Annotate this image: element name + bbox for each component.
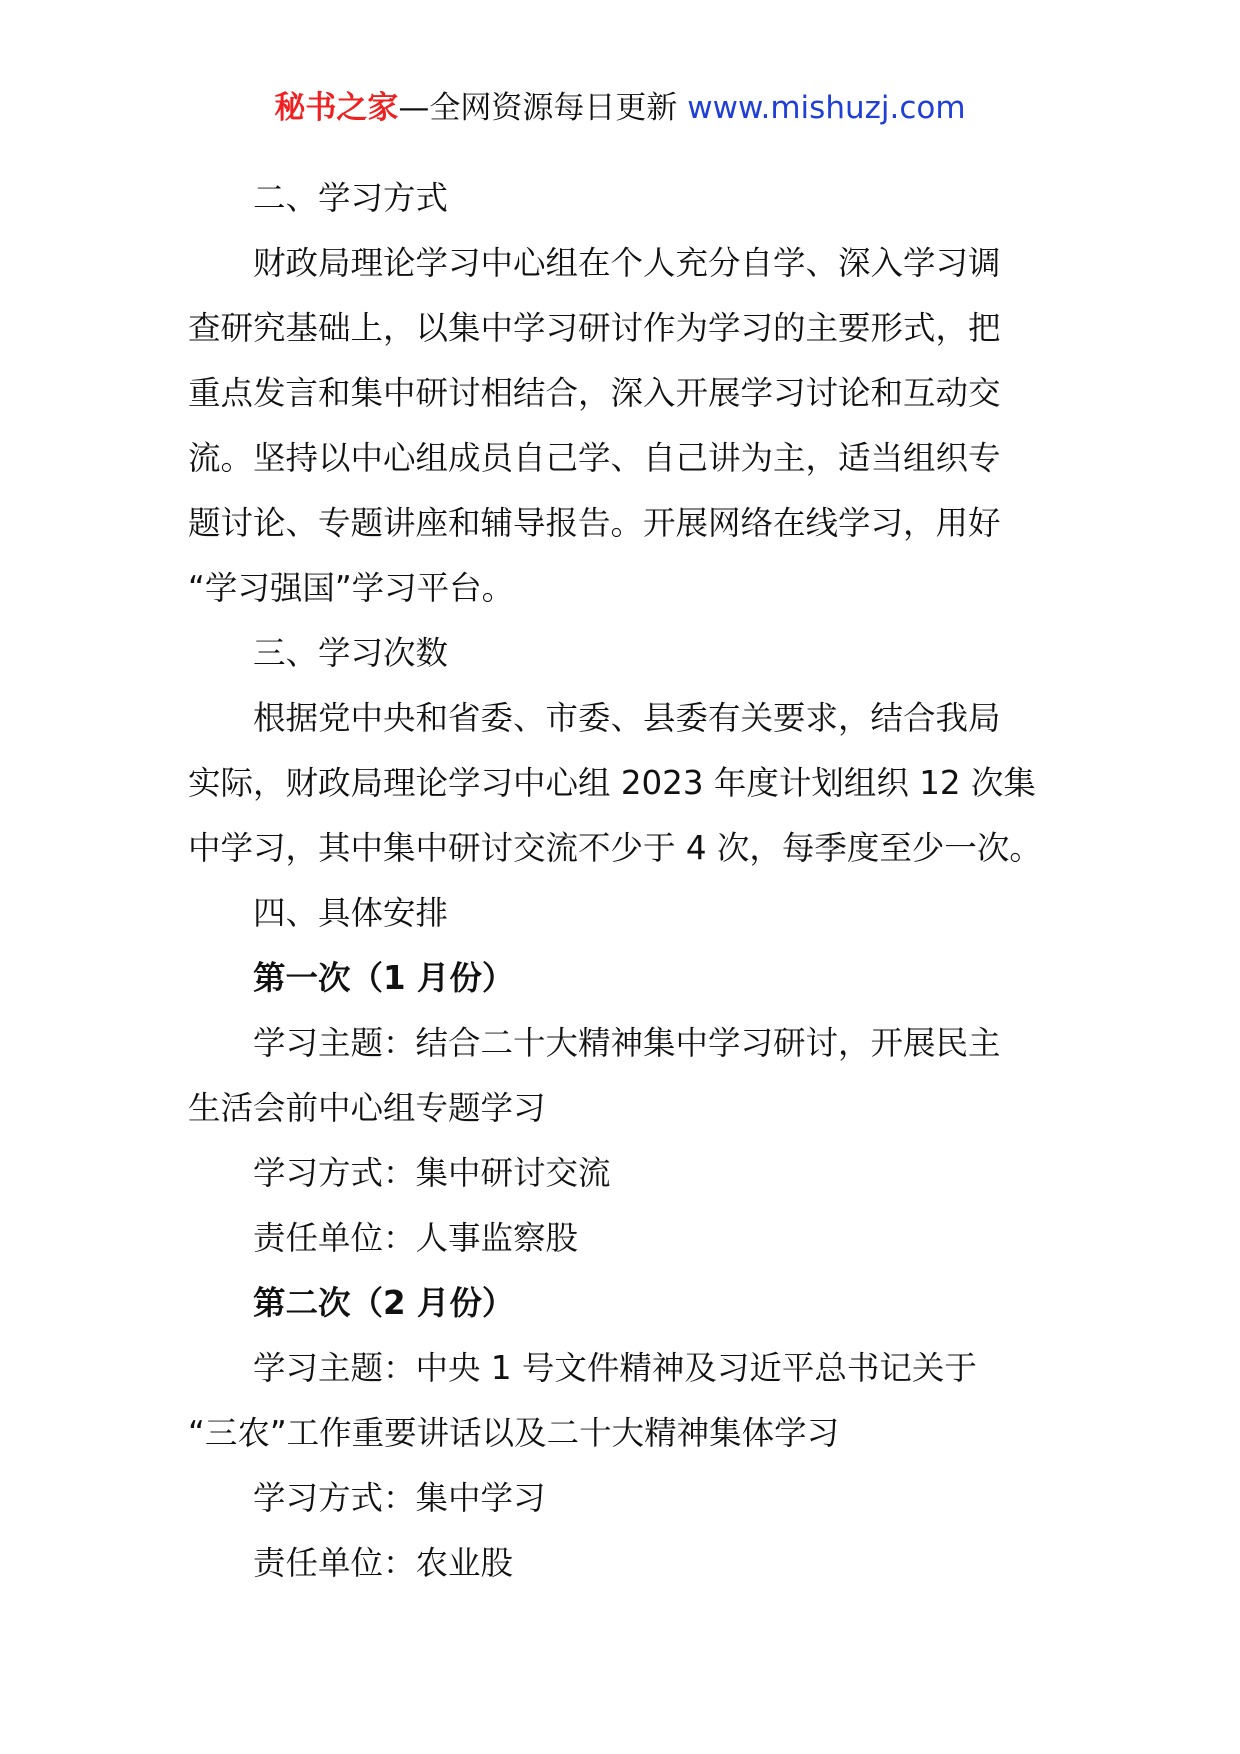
paragraph-line: 财政局理论学习中心组在个人充分自学、深入学习调	[253, 244, 1001, 282]
session-block-1	[188, 946, 1068, 1271]
session-method: 学习方式：集中学习	[253, 1479, 546, 1517]
paragraph-line: “学习强国”学习平台。	[188, 569, 515, 607]
session-topic-line: “三农”工作重要讲话以及二十大精神集体学习	[188, 1414, 840, 1452]
session-unit: 责任单位：人事监察股	[253, 1219, 579, 1257]
paragraph-line: 查研究基础上，以集中学习研讨作为学习的主要形式，把	[188, 309, 1001, 347]
session-method: 学习方式：集中研讨交流	[253, 1154, 611, 1192]
document-body	[188, 166, 1068, 1596]
session-topic-line: 学习主题：结合二十大精神集中学习研讨，开展民主	[253, 1024, 1001, 1062]
method-paragraph	[188, 231, 1068, 621]
site-banner	[0, 86, 1240, 130]
site-url-link[interactable]: www.mishuzj.com	[687, 90, 966, 126]
section-heading-count: 三、学习次数	[253, 634, 449, 672]
brand-name[interactable]: 秘书之家	[274, 90, 399, 126]
banner-slogan: —全网资源每日更新	[398, 90, 678, 126]
paragraph-line: 根据党中央和省委、市委、县委有关要求，结合我局	[253, 699, 1001, 737]
session-topic-line: 学习主题：中央 1 号文件精神及习近平总书记关于	[253, 1349, 977, 1387]
section-heading-schedule: 四、具体安排	[253, 894, 449, 932]
section-heading-method: 二、学习方式	[253, 179, 449, 217]
paragraph-line: 流。坚持以中心组成员自己学、自己讲为主，适当组织专	[188, 439, 1001, 477]
paragraph-line: 重点发言和集中研讨相结合，深入开展学习讨论和互动交	[188, 374, 1001, 412]
session-block-2	[188, 1271, 1068, 1596]
session-unit: 责任单位：农业股	[253, 1544, 514, 1582]
session-topic-line: 生活会前中心组专题学习	[188, 1089, 546, 1127]
paragraph-line: 题讨论、专题讲座和辅导报告。开展网络在线学习，用好	[188, 504, 1001, 542]
paragraph-line: 中学习，其中集中研讨交流不少于 4 次，每季度至少一次。	[188, 829, 1042, 867]
count-paragraph	[188, 686, 1068, 881]
session-title: 第二次（2 月份）	[253, 1284, 515, 1322]
session-title: 第一次（1 月份）	[253, 959, 515, 997]
paragraph-line: 实际，财政局理论学习中心组 2023 年度计划组织 12 次集	[188, 764, 1036, 802]
